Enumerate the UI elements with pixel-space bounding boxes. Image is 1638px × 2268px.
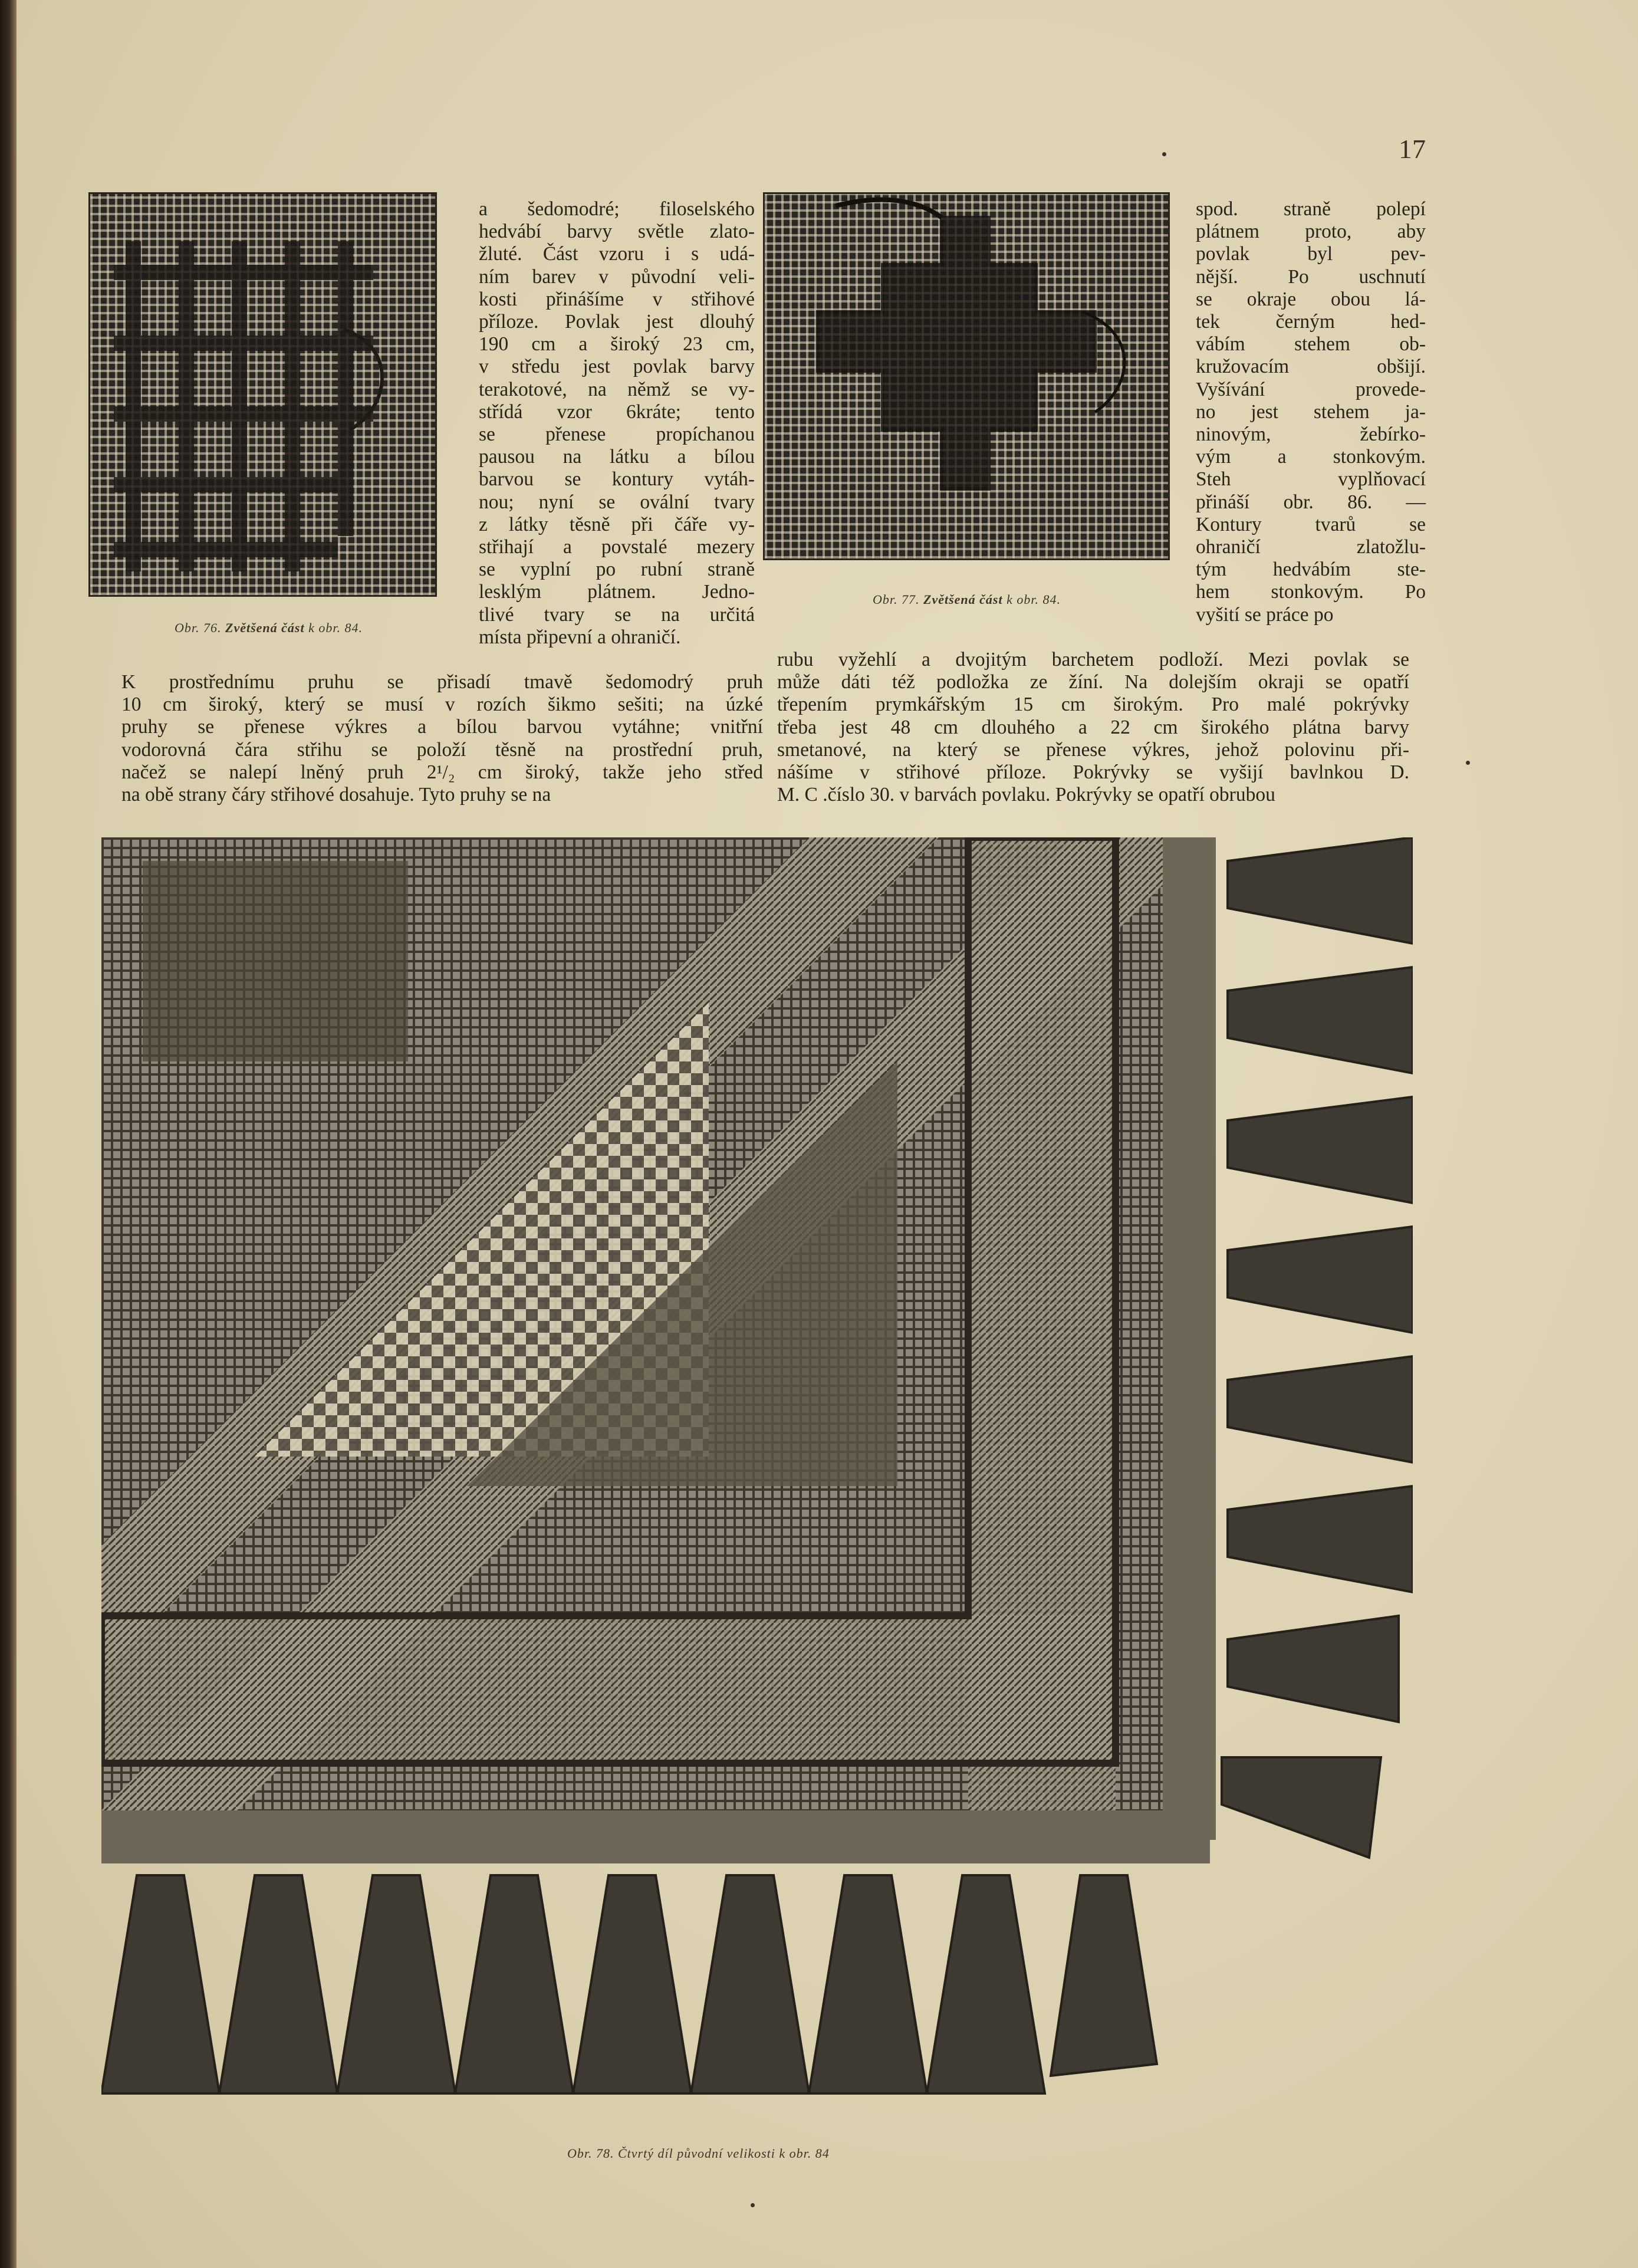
document-page	[17, 0, 1638, 2268]
text-line: Vyšívání provede-	[1196, 378, 1426, 400]
text-line: příloze. Povlak jest dlouhý	[479, 311, 755, 333]
text-column-middle	[479, 198, 755, 649]
text-line: hem stonkovým. Po	[1196, 581, 1426, 603]
text-line: pausou na látku a bílou	[479, 446, 755, 468]
text-line: v středu jest povlak barvy	[479, 356, 755, 378]
text-line: rubu vyžehlí a dvojitým barchetem podloží. Mezi povlak se	[777, 649, 1409, 670]
text-line: nější. Po uschnutí	[1196, 265, 1426, 288]
text-line: spod. straně polepí	[1196, 198, 1426, 220]
text-line: M. C .číslo 30. v barvách povlaku. Pokrývky se opatří obrubou	[777, 784, 1275, 806]
text-line: vábím stehem ob-	[1196, 333, 1426, 356]
text-line: se vyplní po rubní straně	[479, 558, 755, 581]
text-line: K prostřednímu pruhu se přisadí tmavě šedomodrý pruh	[121, 671, 763, 693]
caption-prefix: Obr. 76.	[175, 620, 222, 635]
text-line: kružovacím obšijí.	[1196, 356, 1426, 378]
text-line: střídá vzor 6kráte; tento	[479, 400, 755, 423]
figure-78-embroidery	[101, 837, 1413, 2126]
text-line: hedvábí barvy světle zlato-	[479, 221, 755, 243]
text-line: barvou se kontury vytáh-	[479, 468, 755, 491]
figure-77-pattern	[765, 194, 1168, 558]
caption-suffix: k obr. 84.	[1007, 592, 1061, 607]
text-line: třepením prymkářským 15 cm širokým. Pro malé pokrývky	[777, 693, 1409, 716]
text-line: z látky těsně při čáře vy-	[479, 513, 755, 535]
text-line: vým a stonkovým.	[1196, 446, 1426, 468]
text-line: nou; nyní se ovální tvary	[479, 491, 755, 513]
caption-title: Zvětšená část	[225, 620, 305, 635]
page-gutter	[0, 0, 17, 2268]
text-line: vyšití se práce po	[1196, 603, 1334, 626]
text-line: Kontury tvarů se	[1196, 513, 1426, 535]
text-line: plátnem proto, aby	[1196, 221, 1426, 243]
text-line: povlak byl pev-	[1196, 243, 1426, 265]
caption-suffix: k obr. 84.	[308, 620, 363, 635]
text-line: Steh vyplňovací	[1196, 468, 1426, 491]
text-line: tým hedvábím ste-	[1196, 558, 1426, 581]
text-line: žluté. Část vzoru i s udá-	[479, 243, 755, 265]
figure-77-caption	[873, 592, 1061, 607]
text-line: vodorovná čára střihu se položí těsně na prostřední pruh,	[121, 738, 763, 761]
caption-title: Zvětšená část	[923, 592, 1003, 607]
page-number: 17	[1399, 134, 1426, 164]
figure-77-image	[763, 192, 1170, 560]
text-line: se okraje obou lá-	[1196, 288, 1426, 310]
text-line: pruhy se přenese výkres a bílou barvou vytáhne; vnitřní	[121, 716, 763, 738]
text-line: 190 cm a široký 23 cm,	[479, 333, 755, 356]
text-line: tek černým hed-	[1196, 311, 1426, 333]
text-paragraph-right	[777, 649, 1409, 806]
figure-76-image	[88, 192, 437, 597]
text-line: terakotové, na němž se vy-	[479, 378, 755, 400]
text-line: ohraničí zlatožlu-	[1196, 536, 1426, 558]
text-line: může dáti též podložka ze žíní. Na dolejším okraji se opatří	[777, 671, 1409, 693]
text-line: na obě strany čáry střihové dosahuje. Tyto pruhy se na	[121, 784, 551, 806]
text-paragraph-left	[121, 671, 763, 806]
text-line: 10 cm široký, který se musí v rozích šikmo sešiti; na úzké	[121, 693, 763, 716]
text-column-right	[1196, 198, 1426, 626]
text-line: třeba jest 48 cm dlouhého a 22 cm širokého plátna barvy	[777, 716, 1409, 738]
text-line: ninovým, žebírko-	[1196, 423, 1426, 446]
text-line: tlivé tvary se na určitá	[479, 603, 755, 626]
text-line: nášíme v střihové příloze. Pokrývky se vyšijí bavlnkou D.	[777, 761, 1409, 784]
text-line: a šedomodré; filoselského	[479, 198, 755, 220]
text-line: kosti přinášíme v střihové	[479, 288, 755, 310]
text-line: střihají a povstalé mezery	[479, 536, 755, 558]
figure-76-caption	[175, 620, 363, 636]
text-line: načež se nalepí lněný pruh 2¹/₂ cm široký, takže jeho střed	[121, 761, 763, 783]
text-line: smetanové, na který se přenese výkres, jehož polovinu při-	[777, 738, 1409, 761]
figure-76-pattern	[90, 194, 435, 595]
figure-78-image	[101, 837, 1413, 2126]
text-line: no jest stehem ja-	[1196, 400, 1426, 423]
text-line: přináší obr. 86. —	[1196, 491, 1426, 513]
print-speck	[1162, 152, 1166, 156]
text-line: ním barev v původní veli-	[479, 265, 755, 288]
print-speck	[751, 2203, 755, 2207]
figure-78-caption: Obr. 78. Čtvrtý díl původní velikosti k obr. 84	[567, 2146, 830, 2161]
text-line: místa připevní a ohraničí.	[479, 626, 681, 648]
print-speck	[1466, 761, 1470, 765]
text-line: se přenese propíchanou	[479, 423, 755, 446]
text-line: lesklým plátnem. Jedno-	[479, 581, 755, 603]
caption-prefix: Obr. 77.	[873, 592, 920, 607]
